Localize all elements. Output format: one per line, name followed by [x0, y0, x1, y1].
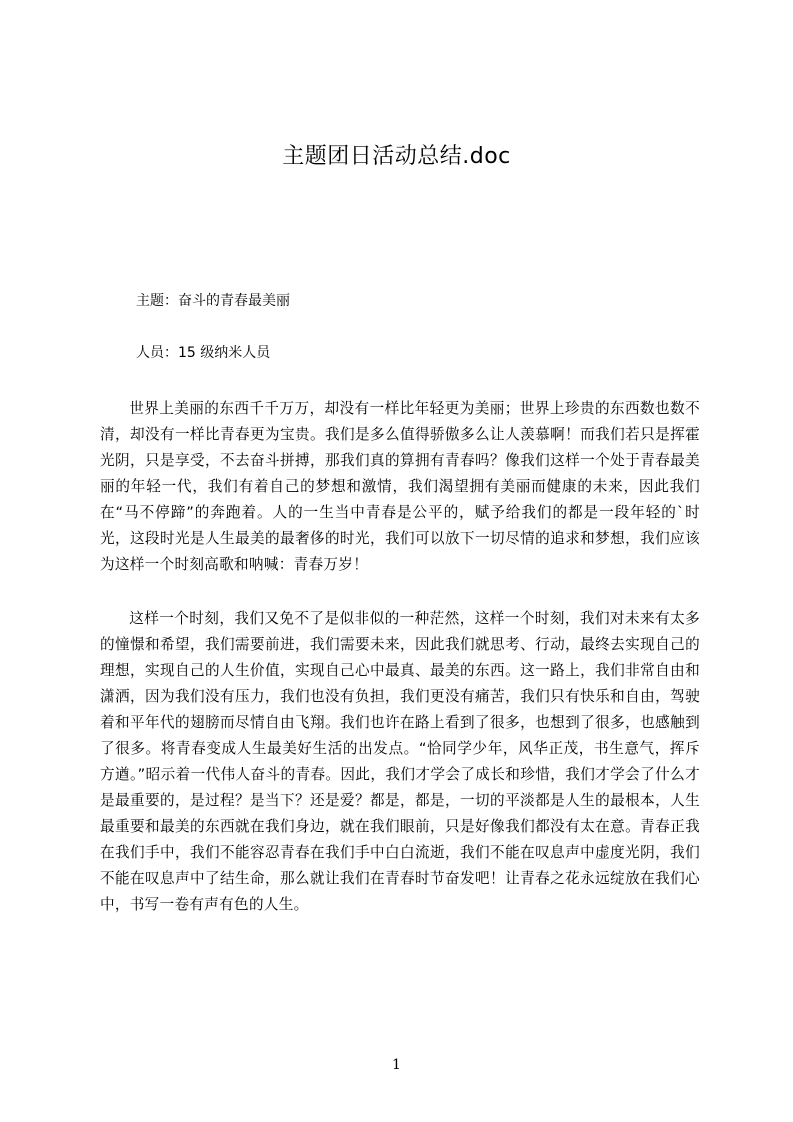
- document-title: 主题团日活动总结.doc: [282, 144, 511, 169]
- body-paragraph-1: 世界上美丽的东西千千万万，却没有一样比年轻更为美丽；世界上珍贵的东西数也数不清，却没有一样比青春更为宝贵。我们是多么值得骄傲多么让人羡慕啊！而我们若只是挥霍光阴，只是享受，不去奋斗拼搏，那我们真的算拥有青春吗？像我们这样一个处于青春最美丽的年轻一代，我们有着自己的梦想和激情，我们渴望拥有美丽而健康的未来，因此我们在“马不停蹄”的奔跑着。人的一生当中青春是公平的，赋予给我们的都是一段年轻的`时光，这段时光是人生最美的最奢侈的时光，我们可以放下一切尽情的追求和梦想，我们应该为这样一个时刻高歌和呐喊：青春万岁！: [100, 400, 700, 573]
- page-number: 1: [392, 1057, 401, 1073]
- body-paragraph-2: 这样一个时刻，我们又免不了是似非似的一种茫然，这样一个时刻，我们对未来有太多的憧憬和希望，我们需要前进，我们需要未来，因此我们就思考、行动，最终去实现自己的理想，实现自己的人生价值，实现自己心中最真、最美的东西。这一路上，我们非常自由和潇洒，因为我们没有压力，我们也没有负担，我们更没有痛苦，我们只有快乐和自由，驾驶着和平年代的翅膀而尽情自由飞翔。我们也许在路上看到了很多，也想到了很多，也感触到了很多。将青春变成人生最美好生活的出发点。“恰同学少年，风华正茂，书生意气，挥斥方遒。”昭示着一代伟人奋斗的青春。因此，我们才学会了成长和珍惜，我们才学会了什么才是最重要的，是过程？是当下？还是爱？都是，都是，一切的平淡都是人生的最根本，人生最重要和最美的东西就在我们身边，就在我们眼前，只是好像我们都没有太在意。青春正我在我们手中，我们不能容忍青春在我们手中白白流逝，我们不能在叹息声中虚度光阴，我们不能在叹息声中了结生命，那么就让我们在青春时节奋发吧！让青春之花永远绽放在我们心中，书写一卷有声有色的人生。: [100, 610, 700, 913]
- topic-line: 主题：奋斗的青春最美丽: [136, 293, 290, 309]
- people-line: 人员：15 级纳米人员: [136, 345, 271, 361]
